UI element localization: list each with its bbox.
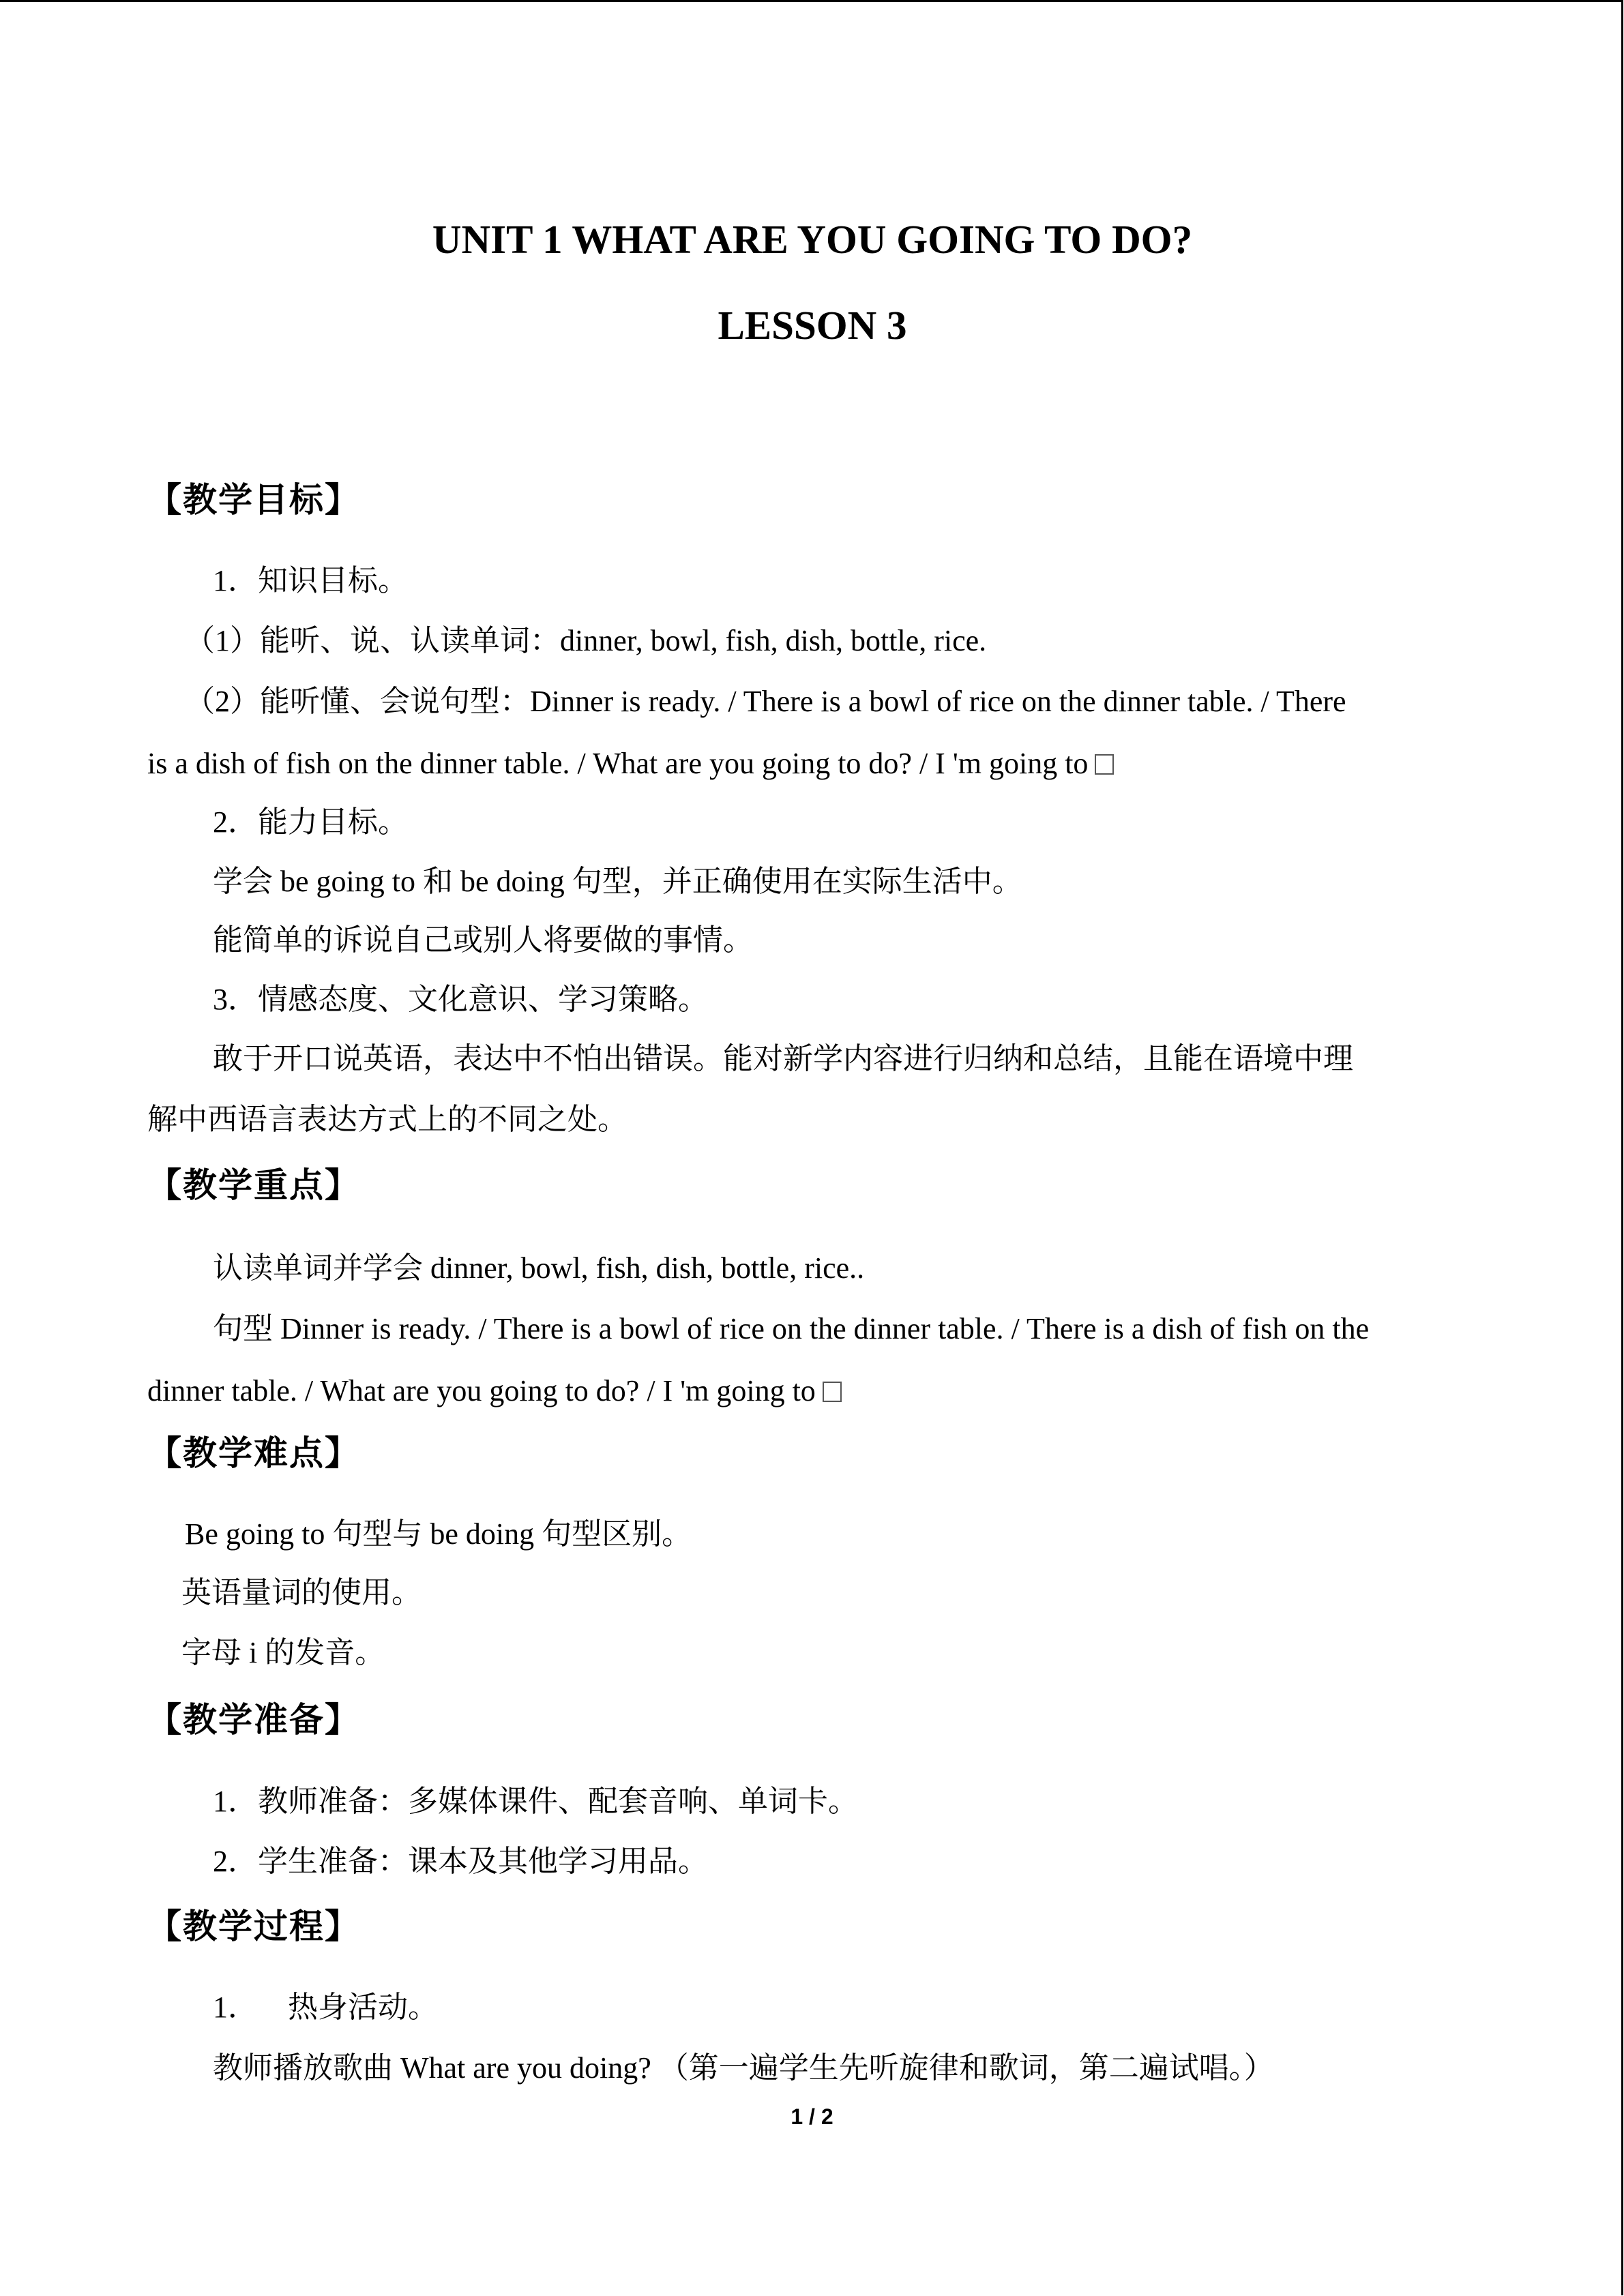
blank-box-icon (823, 1382, 842, 1402)
difficulty-line: 英语量词的使用。 (181, 1576, 422, 1609)
preparation-line: 2．学生准备：课本及其他学习用品。 (213, 1845, 708, 1878)
objective-line: （1）能听、说、认读单词：dinner, bowl, fish, dish, bottle, rice. (185, 624, 987, 657)
objective-line: 学会 be going to 和 be doing 句型，并正确使用在实际生活中。 (213, 865, 1022, 898)
difficulty-line: Be going to 句型与 be doing 句型区别。 (185, 1517, 692, 1551)
objective-line: （2）能听懂、会说句型：Dinner is ready. / There is a bowl of rice on the dinner table. / There (185, 685, 1346, 718)
document-title: UNIT 1 WHAT ARE YOU GOING TO DO? (432, 217, 1193, 262)
page-number: 1 / 2 (791, 2104, 833, 2129)
objective-line: 能简单的诉说自己或别人将要做的事情。 (213, 923, 753, 957)
section-heading-objectives: 【教学目标】 (147, 480, 360, 520)
section-heading-key-points: 【教学重点】 (147, 1165, 360, 1205)
objective-line: 解中西语言表达方式上的不同之处。 (147, 1103, 628, 1136)
section-heading-difficulties: 【教学难点】 (147, 1433, 360, 1473)
document-subtitle: LESSON 3 (718, 303, 907, 348)
objective-line: 3．情感态度、文化意识、学习策略。 (213, 983, 708, 1016)
key-point-line (147, 1376, 842, 1406)
section-heading-process: 【教学过程】 (147, 1907, 360, 1946)
process-line: 教师播放歌曲 What are you doing? （第一遍学生先听旋律和歌词，第二遍试唱。） (213, 2051, 1274, 2085)
process-step (213, 1993, 438, 2023)
objective-line: 2．能力目标。 (213, 805, 408, 839)
process-step-number: 1． (213, 1991, 258, 2024)
blank-box-icon (1095, 754, 1114, 775)
key-point-line: 句型 Dinner is ready. / There is a bowl of rice on the dinner table. / There is a dish of fish on the (213, 1312, 1370, 1345)
key-point-line-text: dinner table. / What are you going to do? / I 'm going to (147, 1374, 816, 1407)
objective-line-text: is a dish of fish on the dinner table. / What are you going to do? / I 'm going to (147, 747, 1089, 780)
objective-line (147, 749, 1114, 779)
objective-line: 敢于开口说英语，表达中不怕出错误。能对新学内容进行归纳和总结，且能在语境中理 (213, 1042, 1353, 1075)
preparation-line: 1．教师准备：多媒体课件、配套音响、单词卡。 (213, 1785, 858, 1818)
section-heading-preparation: 【教学准备】 (147, 1700, 360, 1740)
process-step-label: 热身活动。 (288, 1991, 438, 2024)
difficulty-line: 字母 i 的发音。 (181, 1636, 385, 1669)
objective-line: 1．知识目标。 (213, 564, 408, 597)
key-point-line: 认读单词并学会 dinner, bowl, fish, dish, bottle, rice.. (213, 1251, 865, 1285)
